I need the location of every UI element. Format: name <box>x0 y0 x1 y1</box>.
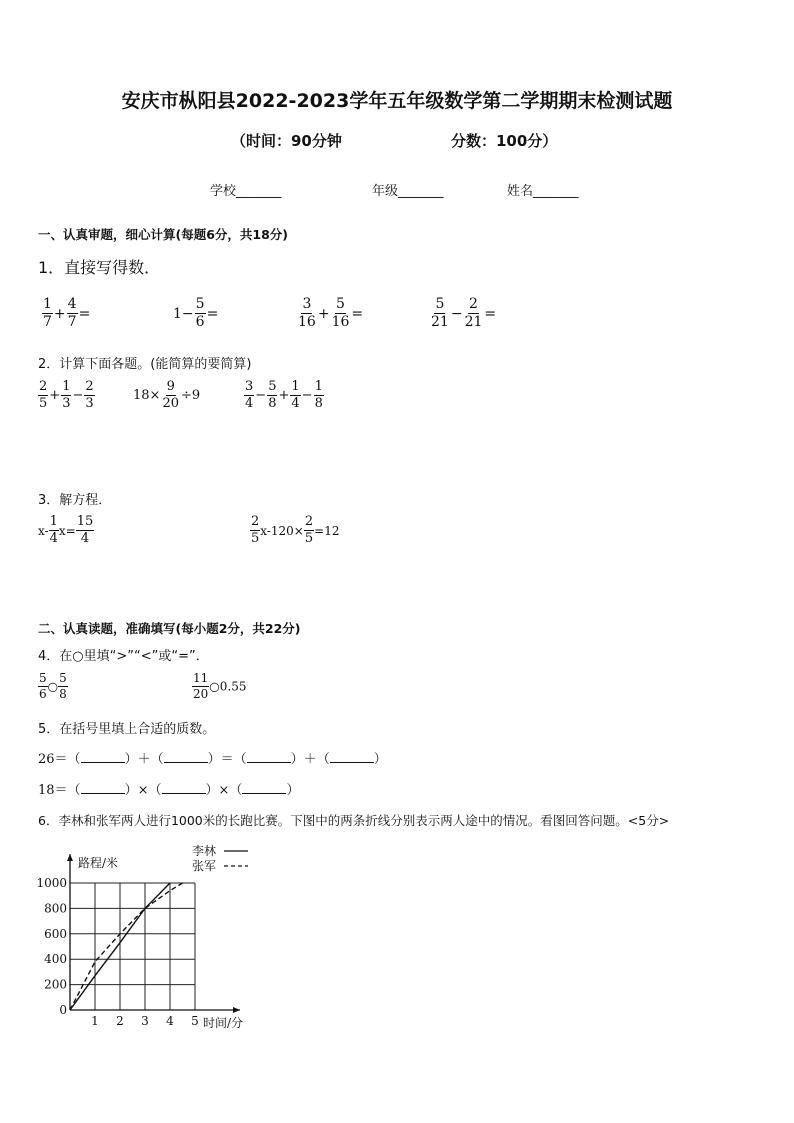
q5-line-2: 18＝（ ）×（ ）×（ ） <box>38 783 300 798</box>
series-line-dashed <box>70 883 183 1010</box>
exam-score: 分数：100分） <box>451 132 558 150</box>
fraction: $\frac{4}{7}$ <box>67 296 77 331</box>
section2-heading: 二、认真读题，准确填写(每小题2分，共22分) <box>38 621 301 636</box>
compare-circle[interactable]: ○ <box>209 679 220 694</box>
answer-blank[interactable] <box>81 751 125 763</box>
q1-expression-1: $\frac{1}{7}$ + $\frac{4}{7}$ = <box>43 296 91 331</box>
school-label: 学校 <box>210 184 237 199</box>
q4-text: 4．在○里填“>”“<”或“=”． <box>38 649 209 664</box>
q2-expression-1: $\frac{2}{5}$ + $\frac{1}{3}$ − $\frac{2}{3}$ <box>39 379 94 412</box>
school-field[interactable] <box>210 180 282 199</box>
y-axis-label: 路程/米 <box>78 856 119 870</box>
x-tick-label: 4 <box>166 1014 174 1028</box>
grade-field[interactable] <box>372 180 444 199</box>
fraction: $\frac{3}{16}$ <box>298 296 316 331</box>
school-blank: _______ <box>236 184 282 199</box>
answer-blank[interactable] <box>164 751 208 763</box>
q2-expression-3: $\frac{3}{4}$ − $\frac{5}{8}$ + $\frac{1}{4}$ − $\frac{1}{8}$ <box>245 379 323 412</box>
q1-expression-3: $\frac{3}{16}$ + $\frac{5}{16}$ = <box>298 296 364 331</box>
section1-heading: 一、认真审题，细心计算(每题6分，共18分) <box>38 227 289 242</box>
fraction: $\frac{1}{7}$ <box>43 296 52 331</box>
x-tick-label: 5 <box>191 1014 199 1028</box>
fraction: $\frac{5}{16}$ <box>331 296 350 331</box>
fraction: $\frac{5}{6}$ <box>195 296 205 331</box>
name-blank: _______ <box>533 184 579 199</box>
answer-blank[interactable] <box>81 782 125 794</box>
grade-label: 年级 <box>372 184 399 199</box>
q5-text: 5．在括号里填上合适的质数。 <box>38 722 216 737</box>
q5-line-1: 26＝（ ）＋（ ）＝（ ）＋（ ） <box>38 752 387 767</box>
q1-expression-2: 1− $\frac{5}{6}$ = <box>173 296 219 331</box>
legend-label: 张军 <box>192 859 217 873</box>
q3-text: 3．解方程． <box>38 493 112 508</box>
x-axis-label: 时间/分 <box>203 1016 244 1030</box>
y-tick-label: 400 <box>44 952 67 967</box>
answer-blank[interactable] <box>162 782 206 794</box>
y-tick-label: 600 <box>44 926 67 941</box>
y-tick-label: 1000 <box>36 876 67 890</box>
q3-equation-2: $\frac{2}{5}$ x-120× $\frac{2}{5}$ =12 <box>251 514 340 547</box>
q1-text: 1．直接写得数． <box>38 258 161 277</box>
q2-text: 2．计算下面各题。(能简算的要简算) <box>38 357 252 372</box>
fraction: $\frac{5}{21}$ <box>431 296 449 331</box>
compare-circle[interactable]: ○ <box>47 679 59 694</box>
y-tick-label: 800 <box>44 901 67 916</box>
grade-blank: _______ <box>398 184 444 199</box>
answer-blank[interactable] <box>247 751 291 763</box>
q1-expression-4: $\frac{5}{21}$ − $\frac{2}{21}$ = <box>431 296 497 331</box>
name-field[interactable] <box>507 180 579 199</box>
x-tick-label: 2 <box>116 1014 124 1028</box>
y-tick-label: 200 <box>44 977 67 992</box>
x-axis-arrow <box>233 1007 240 1013</box>
page-title: 安庆市枞阳县2022-2023学年五年级数学第二学期期末检测试题 <box>121 90 673 112</box>
y-axis-arrow <box>67 854 73 861</box>
q4-compare-1: $\frac{5}{6}$ ○ $\frac{5}{8}$ <box>39 671 67 702</box>
x-tick-label: 1 <box>91 1014 99 1028</box>
answer-blank[interactable] <box>242 782 286 794</box>
fraction: $\frac{2}{21}$ <box>464 296 483 331</box>
q6-text: 6．李林和张军两人进行1000米的长跑比赛。下图中的两条折线分别表示两人途中的情况。看图回答问题。<5分> <box>38 813 670 828</box>
q3-equation-1: x- $\frac{1}{4}$ x= $\frac{15}{4}$ <box>38 514 94 547</box>
legend-label: 李林 <box>192 844 217 858</box>
x-tick-label: 3 <box>141 1014 149 1028</box>
q4-compare-2: $\frac{11}{20}$ ○0.55 <box>193 671 247 702</box>
q2-expression-2: 18× $\frac{9}{20}$ ÷9 <box>133 379 201 412</box>
answer-blank[interactable] <box>330 751 374 763</box>
name-label: 姓名 <box>507 184 534 199</box>
exam-time: （时间：90分钟 <box>231 132 342 150</box>
distance-time-chart <box>30 840 270 1040</box>
y-tick-label: 0 <box>59 1003 67 1017</box>
